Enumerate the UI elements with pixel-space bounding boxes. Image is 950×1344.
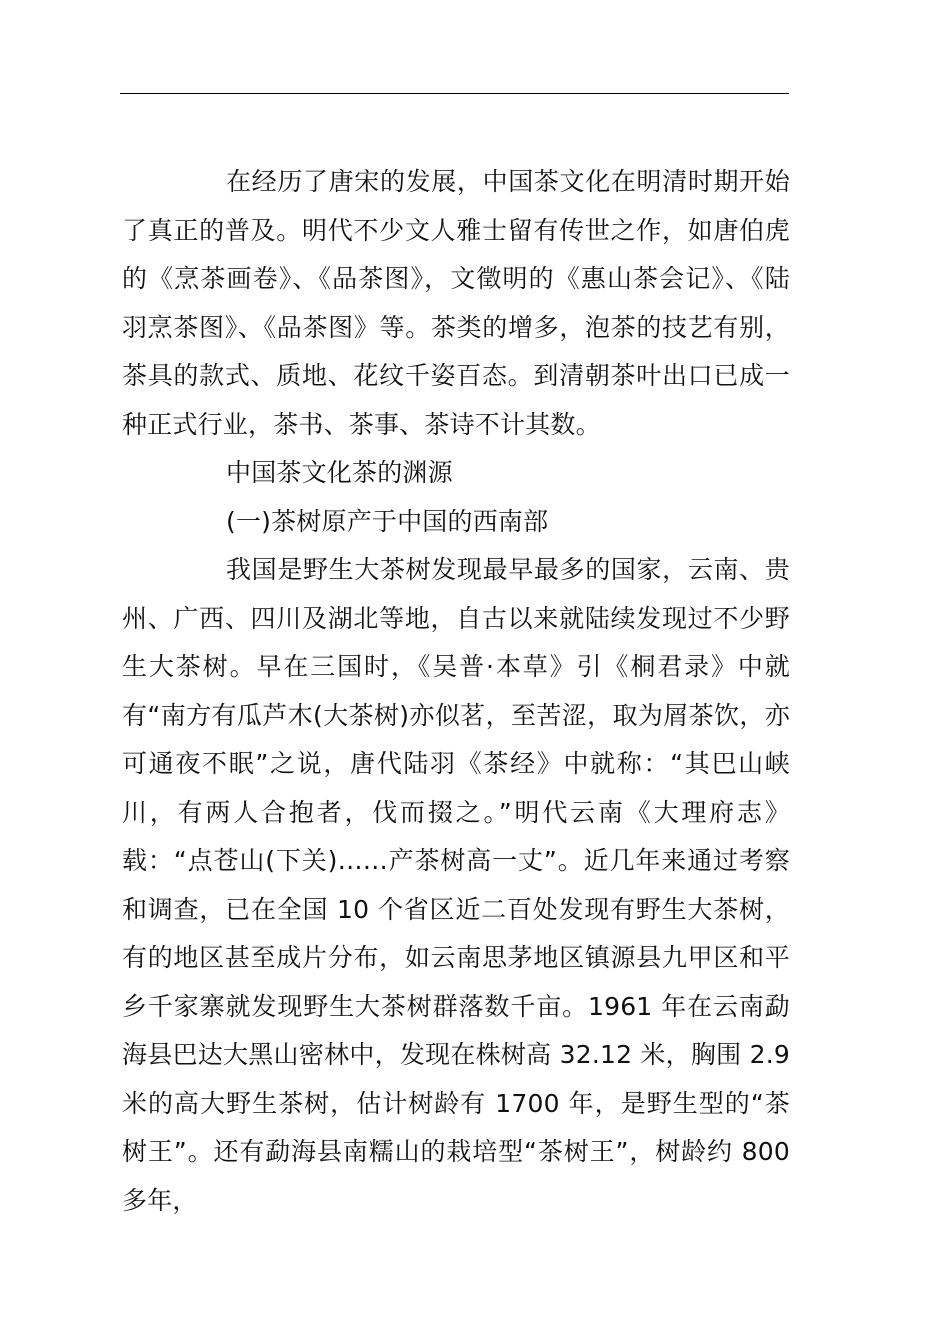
header-divider bbox=[120, 93, 789, 94]
paragraph-ming-qing-tea-culture: 在经历了唐宋的发展，中国茶文化在明清时期开始了真正的普及。明代不少文人雅士留有传世之作，如唐伯虎的《烹茶画卷》、《品茶图》，文徵明的《惠山茶会记》、《陆羽烹茶图》、《品茶图》等。茶类的增多，泡茶的技艺有别，茶具的款式、质地、花纹千姿百态。到清朝茶叶出口已成一种正式行业，茶书、茶事、茶诗不计其数。 bbox=[122, 167, 790, 439]
subsection-heading-southwest-origin: (一)茶树原产于中国的西南部 bbox=[226, 506, 549, 536]
document-body bbox=[122, 158, 790, 1225]
section-heading-tea-origin: 中国茶文化茶的渊源 bbox=[226, 458, 453, 487]
paragraph-wild-tea-trees: 我国是野生大茶树发现最早最多的国家，云南、贵州、广西、四川及湖北等地，自古以来就陆续发现过不少野生大茶树。早在三国时，《吴普·本草》引《桐君录》中就有“南方有瓜芦木(大茶树)亦似茗，至苦涩，取为屑茶饮，亦可通夜不眠”之说，唐代陆羽《茶经》中就称：“其巴山峡川，有两人合抱者，伐而掇之。”明代云南《大理府志》载：“点苍山(下关)……产茶树高一丈”。近几年来通过考察和调查，已在全国 10 个省区近二百处发现有野生大茶树，有的地区甚至成片分布，如云南思茅地区镇源县九甲区和平乡千家寨就发现野生大茶树群落数千亩。1961 年在云南勐海县巴达大黑山密林中，发现在株树高 32.12 米，胸围 2.9 米的高大野生茶树，估计树龄有 1700 年，是野生型的“茶树王”。还有勐海县南糯山的栽培型“茶树王”，树龄约 800 多年， bbox=[122, 555, 790, 1215]
